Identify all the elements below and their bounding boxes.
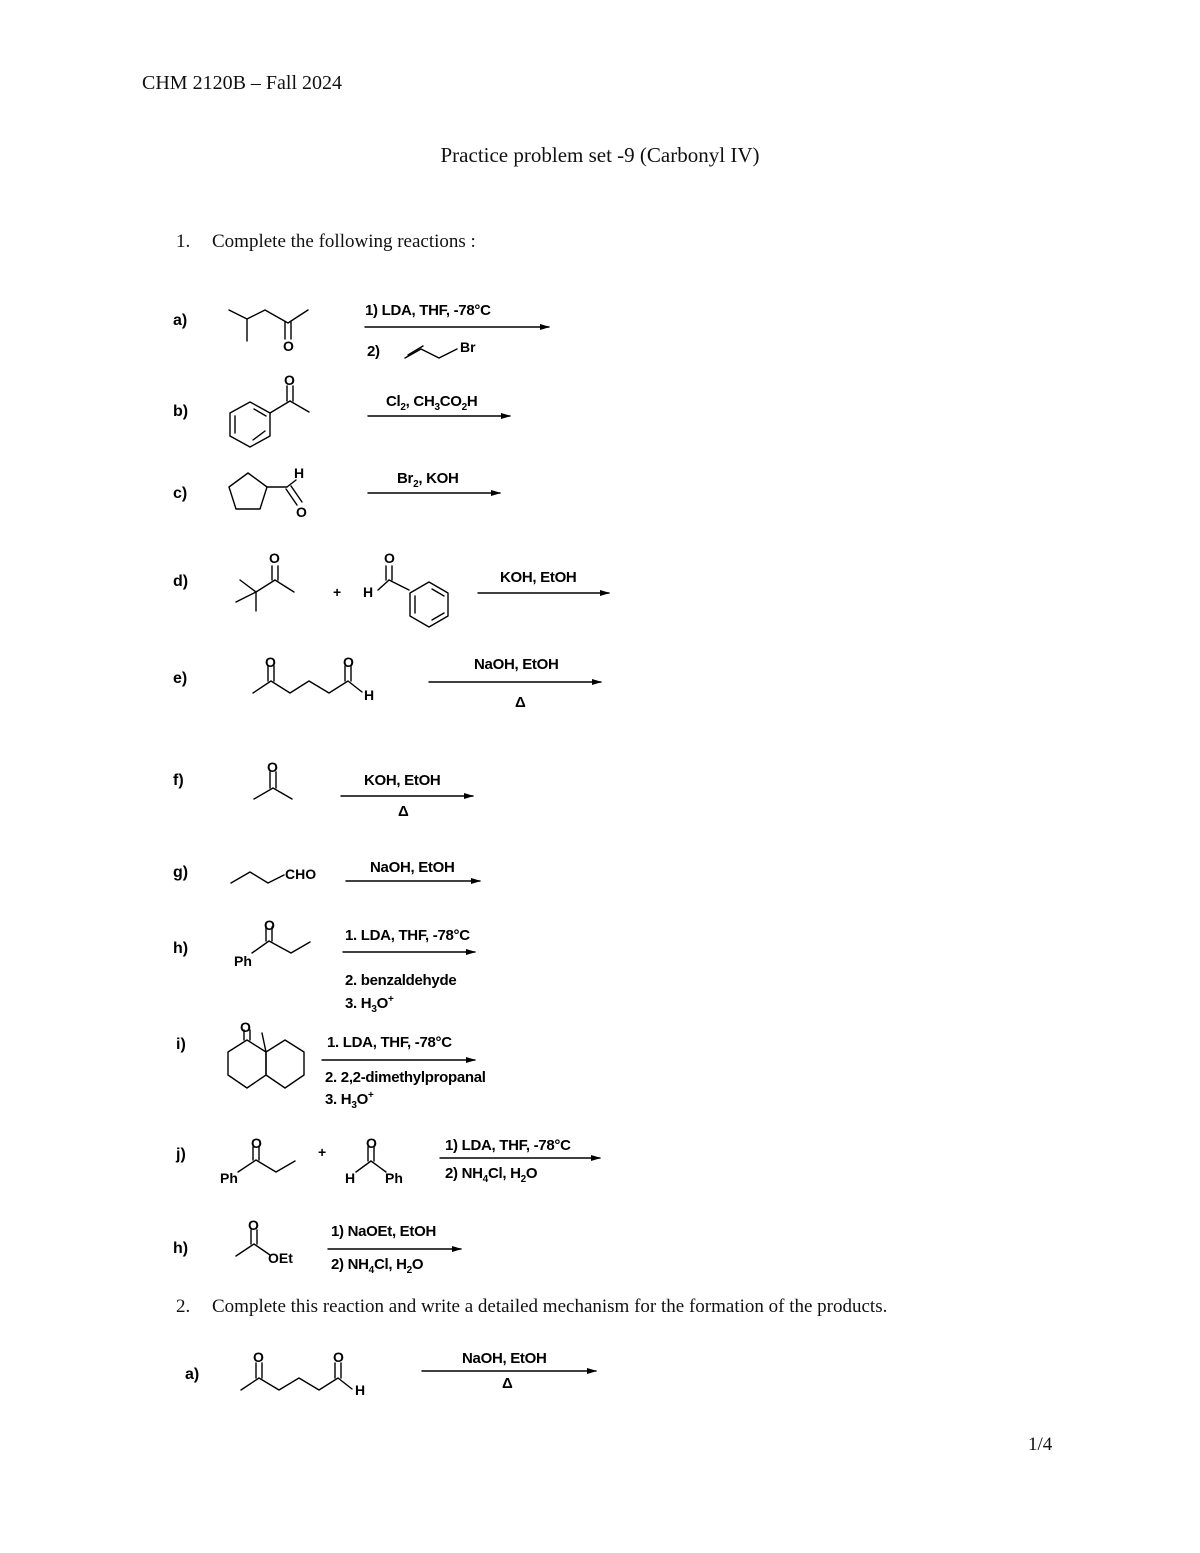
conditions-j-below: 2) $NH_4Cl$, $H_2O$	[445, 1165, 538, 1185]
conditions-h2-above: 1) NaOEt, EtOH	[331, 1223, 436, 1240]
atom-h-d: H	[363, 584, 374, 600]
plus-j: +	[318, 1144, 327, 1160]
page-title: Practice problem set -9 (Carbonyl IV)	[440, 143, 760, 167]
atom-o-j1: O	[251, 1135, 262, 1151]
conditions-i-above: 1. LDA, THF, -78°C	[327, 1034, 452, 1051]
question-2-number: 2.	[176, 1296, 191, 1317]
atom-o-b: O	[284, 372, 295, 388]
reaction-label-c: c)	[173, 485, 188, 502]
reaction-label-h2: h)	[173, 1240, 189, 1257]
molecule-c	[229, 473, 302, 509]
group-oet-h2: OEt	[268, 1250, 293, 1266]
atom-o-j2: O	[366, 1135, 377, 1151]
molecule-d-ketone	[236, 566, 294, 611]
reaction-label-e: e)	[173, 670, 188, 687]
conditions-b: $Cl_2$, $CH_3CO_2H$	[386, 393, 478, 413]
atom-o-d1: O	[269, 550, 280, 566]
conditions-h-below-2: 3. $H_3O^+$	[345, 994, 394, 1015]
plus-d: +	[333, 584, 342, 600]
conditions-g: NaOH, EtOH	[370, 859, 455, 876]
conditions-e-above: NaOH, EtOH	[474, 656, 559, 673]
atom-o-q2-2: O	[333, 1349, 344, 1365]
conditions-a-above: 1) LDA, THF, -78°C	[365, 302, 491, 319]
course-header: CHM 2120B – Fall 2024	[142, 72, 343, 94]
question-1-number: 1.	[176, 231, 191, 252]
reaction-label-h: h)	[173, 940, 189, 957]
molecule-h	[252, 927, 310, 953]
conditions-e-below: Δ	[515, 694, 526, 711]
reaction-label-d: d)	[173, 573, 189, 590]
conditions-d: KOH, EtOH	[500, 569, 577, 586]
molecule-q2	[241, 1363, 352, 1390]
group-ph-j1: Ph	[220, 1170, 238, 1186]
conditions-a-below: 2)	[367, 343, 380, 360]
molecule-a	[229, 310, 457, 358]
question-2-reaction-label: a)	[185, 1366, 200, 1383]
question-2-text: Complete this reaction and write a detailed mechanism for the formation of the products.	[212, 1296, 888, 1317]
molecule-e	[253, 666, 362, 693]
conditions-h-below-1: 2. benzaldehyde	[345, 972, 457, 989]
conditions-c: $Br_2$, KOH	[397, 470, 459, 490]
question-2-conditions-above: NaOH, EtOH	[462, 1350, 547, 1367]
conditions-j-above: 1) LDA, THF, -78°C	[445, 1137, 571, 1154]
atom-h-e: H	[364, 687, 375, 703]
question-1-text: Complete the following reactions :	[212, 231, 476, 252]
atom-h-c: H	[294, 465, 305, 481]
conditions-i-below-2: 3. $H_3O^+$	[325, 1090, 374, 1111]
atom-br-a: Br	[460, 339, 476, 355]
reaction-label-g: g)	[173, 864, 189, 881]
atom-o-e1: O	[265, 654, 276, 670]
atom-o-f: O	[267, 759, 278, 775]
molecule-i	[228, 1030, 304, 1088]
molecule-d-aldehyde	[378, 566, 448, 627]
group-cho-g: CHO	[285, 866, 317, 882]
conditions-f-below: Δ	[398, 803, 409, 820]
atom-o-c: O	[296, 504, 307, 520]
question-2-conditions-below: Δ	[502, 1375, 513, 1392]
atom-o-a: O	[283, 338, 294, 354]
reaction-label-i: i)	[176, 1036, 186, 1053]
atom-o-i: O	[240, 1019, 251, 1035]
conditions-h2-below: 2) $NH_4Cl$, $H_2O$	[331, 1256, 424, 1276]
atom-h-q2: H	[355, 1382, 366, 1398]
molecule-g	[231, 872, 284, 883]
atom-o-h: O	[264, 917, 275, 933]
molecule-h2	[236, 1230, 270, 1256]
reaction-label-b: b)	[173, 403, 189, 420]
molecule-f	[254, 772, 292, 799]
group-ph-j2: Ph	[385, 1170, 403, 1186]
conditions-f-above: KOH, EtOH	[364, 772, 441, 789]
conditions-i-below-1: 2. 2,2-dimethylpropanal	[325, 1069, 486, 1086]
molecule-j-ketone	[238, 1147, 295, 1172]
atom-o-d2: O	[384, 550, 395, 566]
atom-o-h2: O	[248, 1217, 259, 1233]
atom-o-q2-1: O	[253, 1349, 264, 1365]
group-ph-h: Ph	[234, 953, 252, 969]
page-number: 1/4	[1028, 1434, 1053, 1455]
reaction-label-f: f)	[173, 772, 184, 789]
reaction-label-a: a)	[173, 312, 188, 329]
molecule-b	[230, 386, 309, 447]
reaction-label-j: j)	[176, 1146, 186, 1163]
conditions-h-above: 1. LDA, THF, -78°C	[345, 927, 470, 944]
atom-o-e2: O	[343, 654, 354, 670]
atom-h-j: H	[345, 1170, 356, 1186]
